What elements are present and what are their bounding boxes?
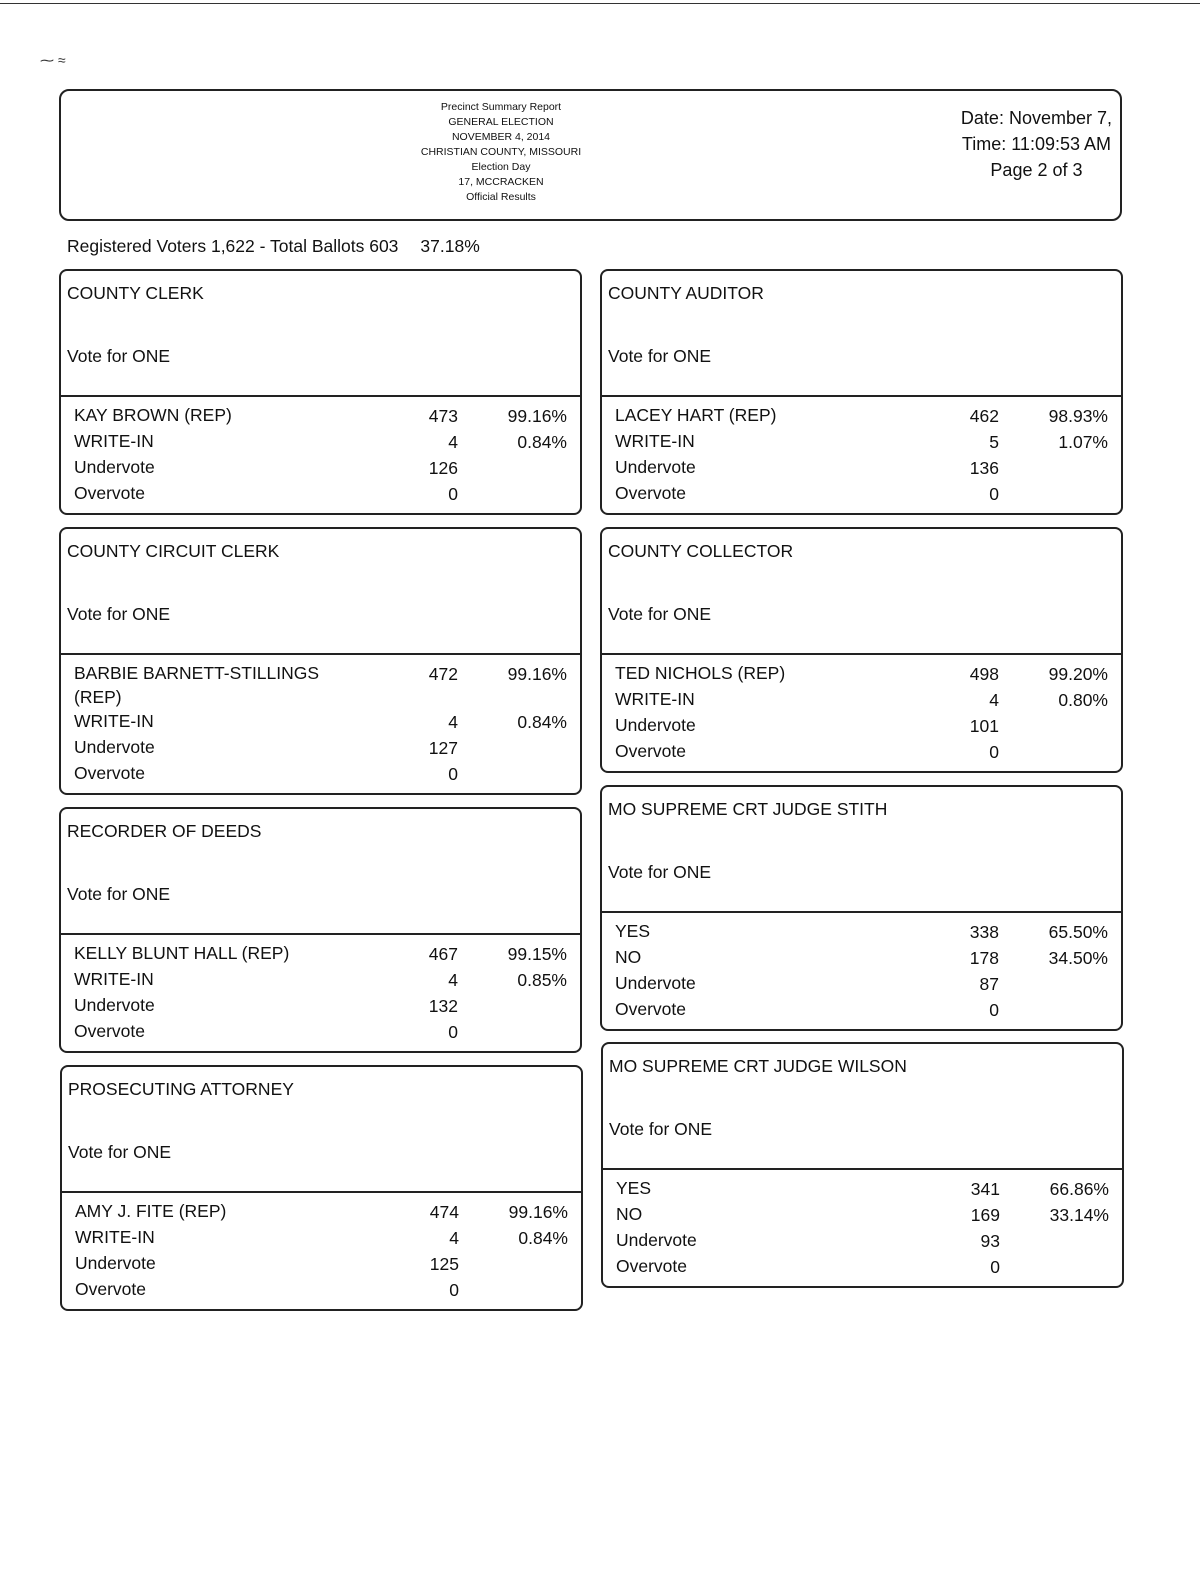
turnout-line [67,236,480,257]
choice-votes: 178 [969,948,999,968]
choice-percent: 0.84% [518,1228,568,1248]
result-row [61,1019,580,1045]
result-row [602,687,1121,713]
choice-votes: 0 [989,1000,999,1020]
choice-name: Overvote [615,999,686,1019]
result-row [602,739,1121,765]
choice-name: YES [615,921,651,941]
result-row [61,403,580,429]
choice-votes: 125 [429,1254,459,1274]
contest-results [602,397,1121,513]
contest-results [602,913,1121,1029]
contest-box [601,1042,1124,1288]
choice-percent: 34.50% [1048,948,1108,968]
choice-votes: 93 [980,1231,1000,1251]
choice-percent: 98.93% [1048,406,1108,426]
choice-votes: 0 [448,484,458,504]
choice-votes: 126 [428,458,458,478]
choice-votes: 473 [428,406,458,426]
result-row [602,429,1121,455]
choice-percent: 99.16% [508,1202,568,1222]
contest-title: COUNTY CIRCUIT CLERK [67,541,280,561]
contest-title: COUNTY AUDITOR [608,283,764,303]
result-row [61,429,580,455]
result-row [61,481,580,507]
choice-votes: 0 [449,1280,459,1300]
choice-name: TED NICHOLS (REP) [615,663,786,683]
result-row [62,1225,581,1251]
contest-vote-for: Vote for ONE [609,1119,713,1139]
choice-percent: 1.07% [1058,432,1108,452]
result-row [62,1199,581,1225]
result-row [602,661,1121,687]
scan-artifact-mark: ⁓ ≈ [40,52,66,68]
contest-header [602,271,1121,397]
choice-votes: 4 [448,970,458,990]
contest-vote-for: Vote for ONE [608,604,712,624]
report-title: Precinct Summary Report [440,101,562,113]
choice-name: Overvote [74,763,145,783]
result-row [61,993,580,1019]
choice-percent: 33.14% [1049,1205,1109,1225]
contest-header [61,271,580,397]
choice-votes: 136 [969,458,999,478]
report-header-center [401,100,601,205]
choice-name: Undervote [615,973,696,993]
choice-name: WRITE-IN [74,969,154,989]
choice-name: NO [616,1204,643,1224]
choice-name: Overvote [615,483,686,503]
choice-name: Overvote [616,1256,687,1276]
choice-percent: 0.80% [1058,690,1108,710]
choice-name: WRITE-IN [615,689,695,709]
contest-results [61,935,580,1051]
report-date: Date: November 7, [960,108,1112,128]
choice-votes: 0 [448,1022,458,1042]
choice-votes: 4 [449,1228,459,1248]
choice-percent: 66.86% [1049,1179,1109,1199]
choice-name: BARBIE BARNETT-STILLINGS (REP) [74,663,320,707]
result-row [61,761,580,787]
choice-name: Overvote [615,741,686,761]
choice-votes: 0 [990,1257,1000,1277]
contest-vote-for: Vote for ONE [608,862,712,882]
choice-votes: 127 [428,738,458,758]
choice-percent: 99.20% [1048,664,1108,684]
election-date: NOVEMBER 4, 2014 [451,131,551,143]
contest-vote-for: Vote for ONE [68,1142,172,1162]
choice-votes: 4 [989,690,999,710]
contest-vote-for: Vote for ONE [67,604,171,624]
choice-name: LACEY HART (REP) [615,405,777,425]
contest-title: PROSECUTING ATTORNEY [68,1079,294,1099]
contest-vote-for: Vote for ONE [67,884,171,904]
choice-percent: 99.16% [507,664,567,684]
choice-percent: 0.84% [517,712,567,732]
choice-votes: 474 [429,1202,459,1222]
result-row [62,1277,581,1303]
choice-votes: 338 [969,922,999,942]
choice-votes: 498 [969,664,999,684]
result-row [603,1202,1122,1228]
choice-votes: 0 [989,484,999,504]
county-name: CHRISTIAN COUNTY, MISSOURI [420,146,582,158]
choice-votes: 341 [970,1179,1000,1199]
choice-name: KELLY BLUNT HALL (REP) [74,943,290,963]
precinct-name: 17, MCCRACKEN [458,176,544,188]
choice-name: YES [616,1178,652,1198]
choice-name: NO [615,947,642,967]
choice-name: AMY J. FITE (REP) [75,1201,227,1221]
contest-box [60,1065,583,1311]
results-status: Official Results [466,191,536,203]
choice-name: WRITE-IN [75,1227,155,1247]
contest-box [59,527,582,795]
result-row [62,1251,581,1277]
result-row [61,735,580,761]
contest-header [61,529,580,655]
result-row [602,403,1121,429]
choice-votes: 4 [448,432,458,452]
choice-name: Overvote [74,483,145,503]
choice-votes: 0 [989,742,999,762]
page-number: Page 2 of 3 [990,160,1083,180]
choice-name: Overvote [74,1021,145,1041]
contest-box [600,527,1123,773]
scan-top-border [0,3,1200,4]
contest-title: COUNTY COLLECTOR [608,541,794,561]
contest-vote-for: Vote for ONE [67,346,171,366]
choice-votes: 87 [979,974,999,994]
contest-header [602,529,1121,655]
choice-percent: 65.50% [1048,922,1108,942]
contest-results [603,1170,1122,1286]
result-row [603,1254,1122,1280]
result-row [602,919,1121,945]
choice-percent: 99.15% [507,944,567,964]
day-type: Election Day [471,161,531,173]
report-header [59,89,1122,221]
contest-box [600,269,1123,515]
contest-title: MO SUPREME CRT JUDGE WILSON [609,1056,907,1076]
choice-name: Undervote [616,1230,697,1250]
choice-percent: 99.16% [507,406,567,426]
choice-name: Undervote [74,457,155,477]
result-row [602,713,1121,739]
choice-votes: 101 [969,716,999,736]
contest-results [602,655,1121,771]
contest-title: COUNTY CLERK [67,283,204,303]
contest-box [59,807,582,1053]
choice-name: KAY BROWN (REP) [74,405,232,425]
choice-votes: 467 [428,944,458,964]
result-row [61,709,580,735]
contest-box [59,269,582,515]
result-row [61,661,580,709]
choice-votes: 4 [448,712,458,732]
contest-header [62,1067,581,1193]
choice-votes: 5 [989,432,999,452]
contest-box [600,785,1123,1031]
choice-name: WRITE-IN [74,431,154,451]
result-row [602,971,1121,997]
choice-name: Undervote [75,1253,156,1273]
contest-title: RECORDER OF DEEDS [67,821,262,841]
choice-name: Undervote [615,457,696,477]
contest-results [61,397,580,513]
choice-name: Undervote [74,737,155,757]
result-row [61,941,580,967]
result-row [602,455,1121,481]
result-row [61,455,580,481]
turnout-percent: 37.18% [420,236,480,256]
result-row [602,481,1121,507]
choice-votes: 462 [969,406,999,426]
contest-title: MO SUPREME CRT JUDGE STITH [608,799,888,819]
choice-votes: 472 [428,664,458,684]
contest-results [62,1193,581,1309]
result-row [602,997,1121,1023]
contest-vote-for: Vote for ONE [608,346,712,366]
choice-name: Undervote [615,715,696,735]
report-header-meta [961,105,1112,183]
choice-name: WRITE-IN [615,431,695,451]
result-row [603,1228,1122,1254]
turnout-summary: Registered Voters 1,622 - Total Ballots 603 [67,236,399,256]
choice-votes: 169 [970,1205,1000,1225]
choice-percent: 0.85% [517,970,567,990]
report-time: Time: 11:09:53 AM [961,134,1111,154]
choice-name: Overvote [75,1279,146,1299]
contest-header [61,809,580,935]
choice-percent: 0.84% [517,432,567,452]
choice-votes: 0 [448,764,458,784]
result-row [603,1176,1122,1202]
contest-header [603,1044,1122,1170]
choice-name: WRITE-IN [74,711,154,731]
choice-name: Undervote [74,995,155,1015]
result-row [602,945,1121,971]
choice-votes: 132 [428,996,458,1016]
contest-results [61,655,580,793]
election-name: GENERAL ELECTION [448,116,554,128]
result-row [61,967,580,993]
contest-header [602,787,1121,913]
